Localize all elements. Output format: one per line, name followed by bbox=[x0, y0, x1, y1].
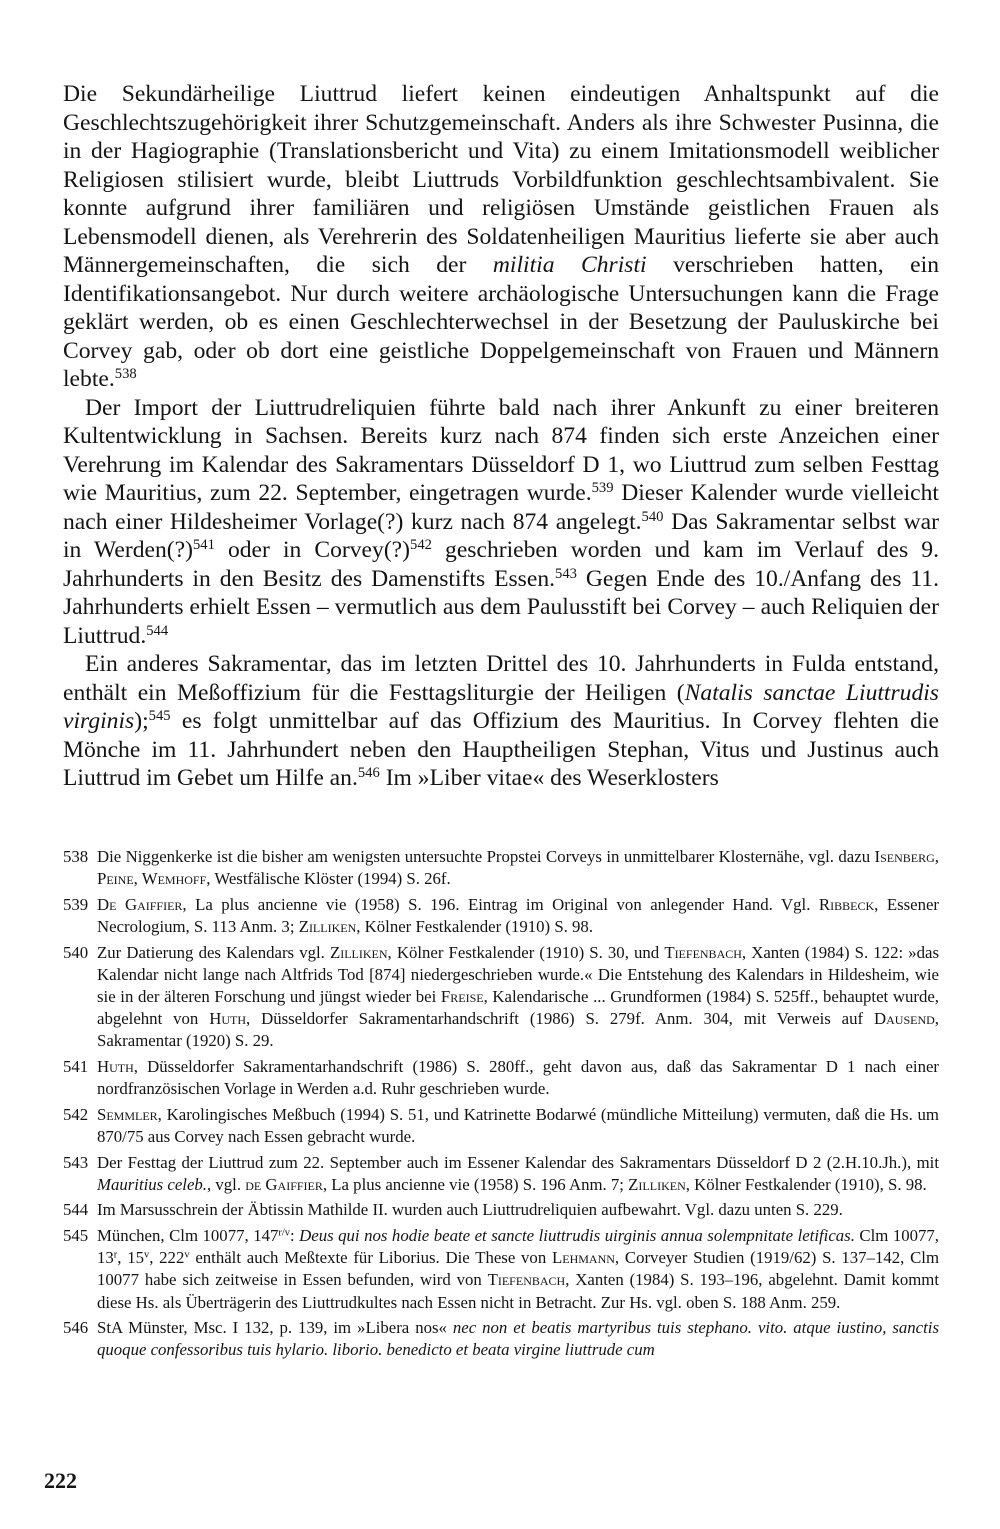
footnote-ref-542[interactable]: 542 bbox=[410, 536, 432, 553]
paragraph-2: Der Import der Liuttrudreliquien führte bald nach ihrer Ankunft zu einer breiteren Kultentwicklung in Sachsen. Bereits kurz nach 874 finden sich erste Anzeichen einer Verehrung im Kalendar des Sakramentars Düsseldorf D 1, wo Liuttrud zum selben Festtag wie Mauritius, zum 22. September, eingetragen wurde.$^{539}$ Dieser Kalender wurde vielleicht nach einer Hildesheimer Vorlage(?) kurz nach 874 angelegt.$^{540}$ Das Sakramentar selbst war in Werden(?)$^{541}$ oder in Corvey(?)$^{542}$ geschrieben worden und kam im Verlauf des 9. Jahrhunderts in den Besitz des Damenstifts Essen.$^{543}$ Gegen Ende des 10./Anfang des 11. Jahrhunderts erhielt Essen – vermutlich aus dem Paulusstift bei Corvey – auch Reliquien der Liuttrud.$^{544}$ bbox=[63, 394, 939, 649]
footnote-text: Die Niggenkerke ist die bisher am wenigsten untersuchte Propstei Corveys in unmittelbarer Klosternähe, vgl. dazu Isenberg, Peine, Wemhoff, Westfälische Klöster (1994) S. 26f. bbox=[97, 847, 939, 889]
footnote-number: 540 bbox=[63, 942, 89, 962]
folio-superscript: v bbox=[184, 1249, 190, 1261]
author-name: de Gaiffier bbox=[245, 1174, 323, 1194]
footnote-ref-545[interactable]: 545 bbox=[148, 707, 171, 724]
footnote-ref-540[interactable]: 540 bbox=[641, 508, 664, 525]
author-name: Ribbeck bbox=[818, 894, 875, 914]
footnote-538 bbox=[63, 846, 939, 890]
author-name: Zilliken bbox=[298, 917, 357, 936]
folio-superscript: r bbox=[113, 1249, 118, 1261]
italic-quote: Deus qui nos hodie beate et sancte liuttrudis uirginis annua solempnitate letificas. bbox=[299, 1225, 855, 1245]
author-name: Tiefenbach bbox=[487, 1270, 566, 1290]
footnote-number: 544 bbox=[63, 1200, 89, 1220]
footnote-ref-546[interactable]: 546 bbox=[357, 764, 380, 781]
footnote-text: Der Festtag der Liuttrud zum 22. September auch im Essener Kalendar des Sakramentars Düsseldorf D 2 (2.H.10.Jh.), mit Mauritius celeb., vgl. de Gaiffier, La plus ancienne vie (1958) S. 196 Anm. 7; Zilliken, Kölner Festkalender (1910), S. 98. bbox=[97, 1152, 939, 1194]
author-name: Freise bbox=[440, 987, 484, 1006]
page-number: 222 bbox=[44, 1468, 77, 1493]
footnote-number: 542 bbox=[63, 1104, 89, 1124]
footnote-546 bbox=[63, 1317, 939, 1361]
author-name: De Gaiffier bbox=[97, 894, 183, 914]
paragraph-3: Ein anderes Sakramentar, das im letzten Drittel des 10. Jahrhunderts in Fulda entstand, enthält ein Meßoffizium für die Festtagsliturgie der Heiligen (Natalis sanctae Liuttrudis virginis);$^{545}$ es folgt unmittelbar auf das Offizium des Mauritius. In Corvey flehten die Mönche im 11. Jahrhundert neben den Hauptheiligen Stephan, Vitus und Justinus auch Liuttrud im Gebet um Hilfe an.$^{546}$ Im »Liber vitae« des Weserklosters bbox=[63, 651, 939, 791]
footnote-544 bbox=[63, 1199, 939, 1221]
footnote-545 bbox=[63, 1225, 939, 1314]
footnote-number: 546 bbox=[63, 1318, 89, 1338]
footnote-ref-544[interactable]: 544 bbox=[146, 622, 169, 639]
footnote-539 bbox=[63, 894, 939, 938]
footnote-ref-538[interactable]: 538 bbox=[114, 365, 137, 382]
folio-superscript: v bbox=[144, 1249, 150, 1261]
italic-quote: nec non et beatis martyribus tuis stephano. vito. atque iustino, sanctis quoque confessoribus tuis hylario. liborio. benedicto et beata virgine liuttrude cum bbox=[97, 1318, 939, 1360]
footnote-542 bbox=[63, 1104, 939, 1148]
main-text bbox=[63, 80, 939, 793]
author-name: Huth bbox=[209, 1009, 246, 1029]
italic-quote: Mauritius celeb. bbox=[97, 1174, 207, 1194]
footnote-text: StA Münster, Msc. I 132, p. 139, im »Libera nos« nec non et beatis martyribus tuis stephano. vito. atque iustino, sanctis quoque confessoribus tuis hylario. liborio. benedicto et beata virgine liuttrude cum bbox=[97, 1318, 939, 1360]
footnote-number: 538 bbox=[63, 847, 89, 866]
author-name: Zilliken bbox=[628, 1174, 686, 1194]
footnote-ref-543[interactable]: 543 bbox=[555, 565, 577, 582]
author-name: Dausend bbox=[874, 1009, 935, 1029]
italic-term: militia Christi bbox=[492, 252, 647, 278]
footnote-text: Zur Datierung des Kalendars vgl. Zilliken, Kölner Festkalender (1910) S. 30, und Tiefenbach, Xanten (1984) S. 122: »das Kalendar nicht lange nach Altfrids Tod [874] niedergeschrieben wurde.« Die Entstehung des Kalendars in Hildesheim, wie sie in der älteren Forschung und jüngst wieder bei Freise, Kalendarische ... Grundformen (1984) S. 525ff., behauptet wurde, abgelehnt von Huth, Düsseldorfer Sakramentarhandschrift (1986) S. 279f. Anm. 304, mit Verweis auf Dausend, Sakramentar (1920) S. 29. bbox=[97, 942, 940, 1051]
footnotes bbox=[63, 846, 939, 1365]
footnote-number: 543 bbox=[63, 1152, 89, 1172]
footnote-number: 541 bbox=[63, 1057, 89, 1076]
footnote-text: Semmler, Karolingisches Meßbuch (1994) S. 51, und Katrinette Bodarwé (mündliche Mitteilung) vermuten, daß die Hs. um 870/75 aus Corvey nach Essen gebracht wurde. bbox=[97, 1104, 939, 1146]
footnote-ref-539[interactable]: 539 bbox=[591, 479, 614, 496]
folio-superscript: r/v bbox=[278, 1227, 290, 1239]
footnote-543 bbox=[63, 1152, 939, 1196]
author-name: Zilliken bbox=[329, 942, 388, 962]
author-name: Isenberg, Peine, Wemhoff bbox=[97, 847, 939, 889]
footnote-ref-541[interactable]: 541 bbox=[192, 536, 215, 553]
footnote-text: München, Clm 10077, $147^{r/v}$: Deus qui nos hodie beate et sancte liuttrudis uirginis annua solempnitate letificas. Clm 10077, 13$^r$, 15$^v$, 222$^v$ enthält auch Meßtexte für Liborius. Die These von Lehmann, Corveyer Studien (1919/62) S. 137–142, Clm 10077 habe sich zeitweise in Essen befunden, wird von Tiefenbach, Xanten (1984) S. 193–196, abgelehnt. Damit kommt diese Hs. als Überträgerin des Liuttrudkultes nach Essen nicht in Betracht. Zur Hs. vgl. oben S. 188 Anm. 259. bbox=[97, 1225, 940, 1312]
footnote-number: 545 bbox=[63, 1225, 89, 1245]
footnote-text: Im Marsusschrein der Äbtissin Mathilde II. wurden auch Liuttrudreliquien aufbewahrt. Vgl. dazu unten S. 229. bbox=[97, 1200, 843, 1220]
author-name: Huth bbox=[97, 1057, 134, 1076]
paragraph-1: Die Sekundärheilige Liuttrud liefert keinen eindeutigen Anhaltspunkt auf die Geschlechtszugehörigkeit ihrer Schutzgemeinschaft. Anders als ihre Schwester Pusinna, die in der Hagiographie (Translationsbericht und Vita) zu einem Imitationsmodell weiblicher Religiosen stilisiert wurde, bleibt Liuttruds Vorbildfunktion geschlechtsambivalent. Sie konnte aufgrund ihrer familiären und religiösen Umstände geistlichen Frauen als Lebensmodell dienen, als Verehrerin des Soldatenheiligen Mauritius lieferte sie aber auch Männergemeinschaften, die sich der militia Christi verschrieben hatten, ein Identifikationsangebot. Nur durch weitere archäologische Untersuchungen kann die Frage geklärt werden, ob es einen Geschlechterwechsel in der Besetzung der Pauluskirche bei Corvey gab, oder ob dort eine geistliche Doppelgemeinschaft von Frauen und Männern lebte.$^{538}$ bbox=[63, 81, 939, 392]
author-name: Tiefenbach bbox=[664, 942, 742, 962]
author-name: Lehmann bbox=[552, 1248, 615, 1268]
footnote-text: Huth, Düsseldorfer Sakramentarhandschrift (1986) S. 280ff., geht davon aus, daß das Sakramentar D 1 nach einer nordfranzösischen Vorlage in Werden a.d. Ruhr geschrieben wurde. bbox=[97, 1057, 939, 1099]
author-name: Semmler bbox=[97, 1104, 158, 1124]
footnote-number: 539 bbox=[63, 894, 89, 914]
footnote-540 bbox=[63, 942, 939, 1053]
italic-term: Natalis sanctae Liuttrudis virginis bbox=[63, 679, 939, 734]
footnote-541 bbox=[63, 1056, 939, 1100]
footnote-text: De Gaiffier, La plus ancienne vie (1958) S. 196. Eintrag im Original von anlegender Hand. Vgl. Ribbeck, Essener Necrologium, S. 113 Anm. 3; Zilliken, Kölner Festkalender (1910) S. 98. bbox=[97, 894, 940, 936]
